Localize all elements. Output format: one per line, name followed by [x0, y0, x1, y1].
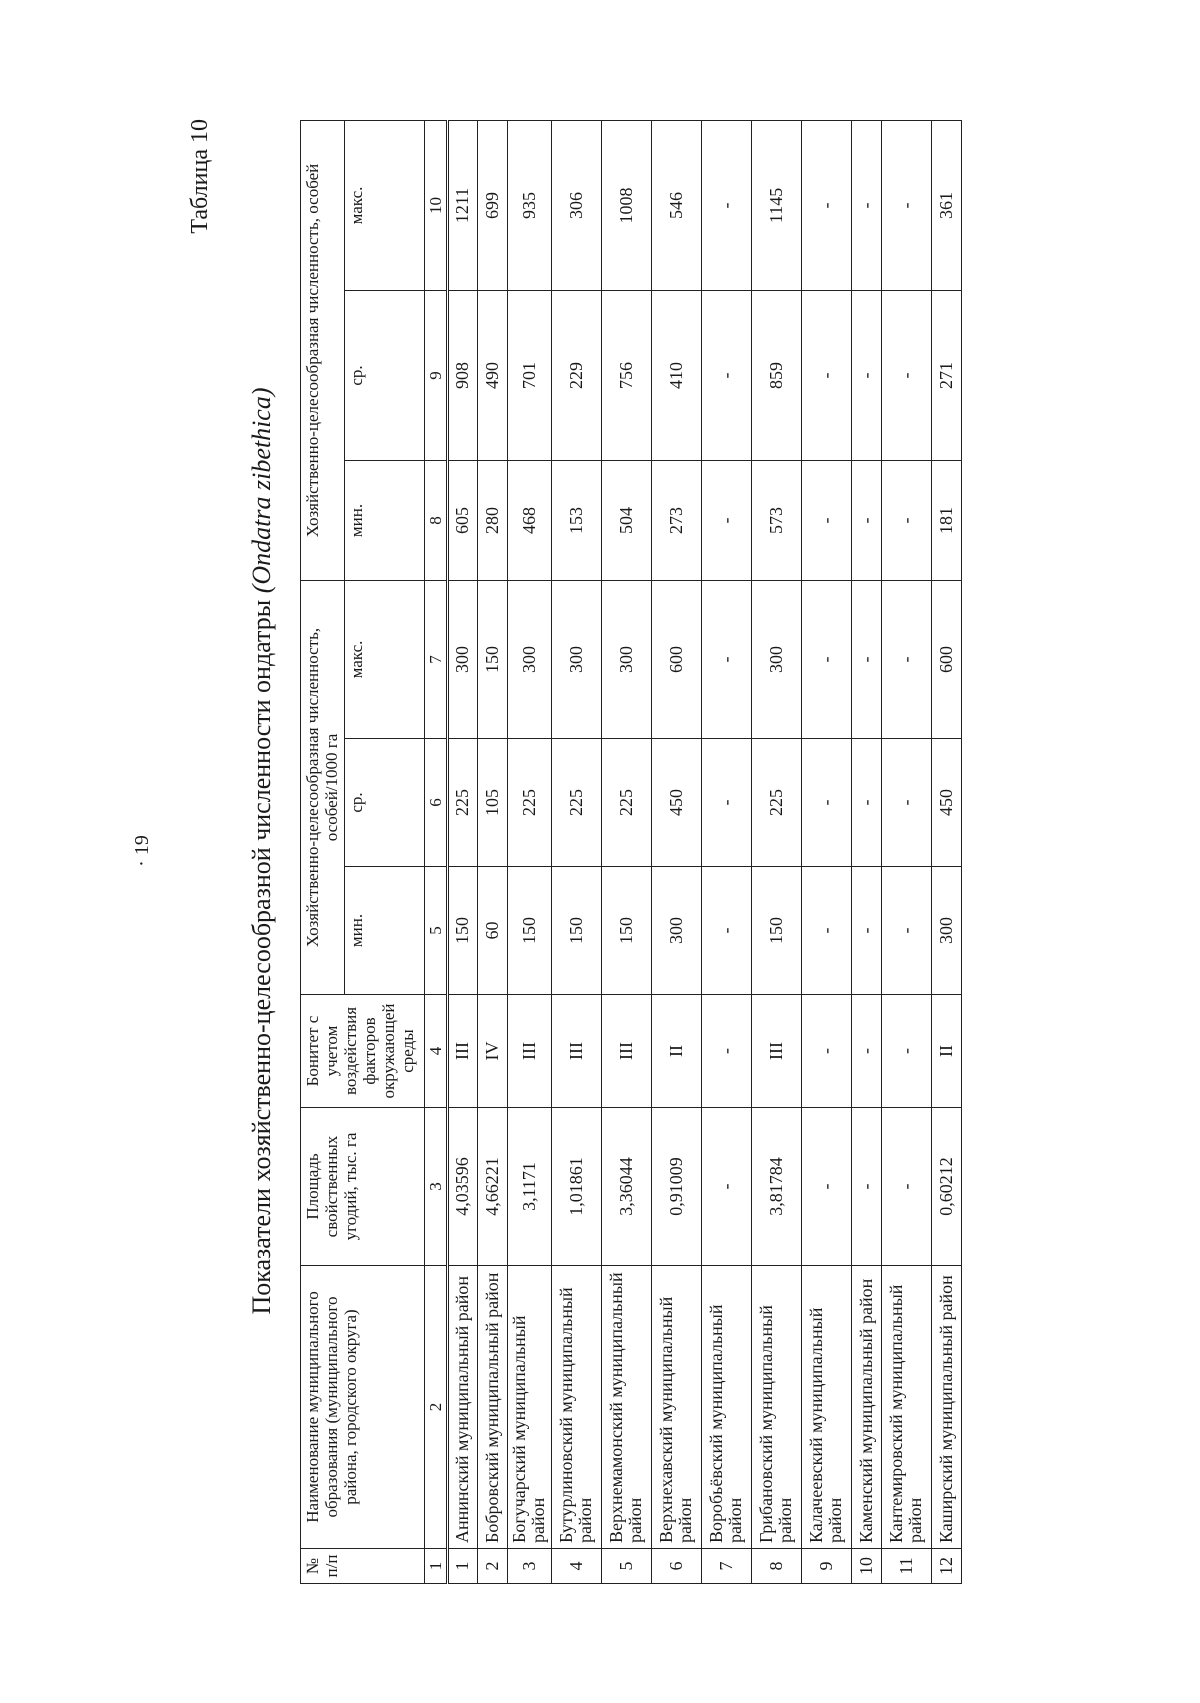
cell-count-max: - [701, 120, 751, 290]
cell-bonitet: - [851, 995, 881, 1108]
cell-density-min: 150 [508, 867, 552, 995]
title-main: Показатели хозяйственно-целесообразной численности ондатры [247, 599, 276, 1315]
cell-name: Бобровский муниципальный район [478, 1266, 508, 1549]
column-number: 2 [425, 1266, 448, 1549]
cell-count-max: 361 [931, 120, 961, 290]
cell-density-avg: 225 [508, 739, 552, 867]
cell-density-min: 150 [551, 867, 601, 995]
header-row-1 [301, 120, 345, 1583]
cell-name: Верхнехавский муниципальный район [651, 1266, 701, 1549]
cell-num: 2 [478, 1549, 508, 1584]
cell-density-max: - [801, 580, 851, 738]
cell-density-avg: - [881, 739, 931, 867]
cell-bonitet: III [448, 995, 478, 1108]
table-row [751, 120, 801, 1583]
cell-density-min: - [801, 867, 851, 995]
cell-density-avg: 225 [751, 739, 801, 867]
cell-count-avg: - [701, 290, 751, 460]
cell-name: Верхнемамонский муниципальный район [601, 1266, 651, 1549]
column-number-row [425, 120, 448, 1583]
cell-count-avg: 908 [448, 290, 478, 460]
cell-num: 9 [801, 1549, 851, 1584]
table-title [247, 71, 277, 1631]
table-row [651, 120, 701, 1583]
table-row [851, 120, 881, 1583]
cell-area: 0,91009 [651, 1108, 701, 1266]
cell-count-max: 699 [478, 120, 508, 290]
cell-area: 1,01861 [551, 1108, 601, 1266]
table-label: Таблица 10 [187, 119, 213, 234]
header-density-max: макс. [345, 580, 425, 738]
cell-count-avg: 490 [478, 290, 508, 460]
cell-num: 5 [601, 1549, 651, 1584]
column-number: 8 [425, 460, 448, 580]
data-table [300, 120, 962, 1584]
cell-count-avg: 701 [508, 290, 552, 460]
cell-density-max: 300 [508, 580, 552, 738]
cell-count-avg: 229 [551, 290, 601, 460]
page-number: · 19 [131, 835, 153, 867]
cell-density-max: - [701, 580, 751, 738]
cell-num: 7 [701, 1549, 751, 1584]
cell-area: - [801, 1108, 851, 1266]
cell-area: 3,81784 [751, 1108, 801, 1266]
header-name: Наименование муниципального образования (муниципального района, городского округа) [301, 1266, 425, 1549]
cell-density-avg: - [801, 739, 851, 867]
cell-count-max: 1008 [601, 120, 651, 290]
header-density-avg: ср. [345, 739, 425, 867]
table-row [508, 120, 552, 1583]
cell-bonitet: III [751, 995, 801, 1108]
cell-count-avg: 756 [601, 290, 651, 460]
cell-count-max: - [851, 120, 881, 290]
header-count-avg: ср. [345, 290, 425, 460]
table-row [881, 120, 931, 1583]
cell-count-min: - [881, 460, 931, 580]
cell-bonitet: III [508, 995, 552, 1108]
cell-density-max: 600 [651, 580, 701, 738]
cell-density-max: 600 [931, 580, 961, 738]
cell-count-min: - [701, 460, 751, 580]
cell-count-avg: - [881, 290, 931, 460]
cell-density-min: 60 [478, 867, 508, 995]
cell-bonitet: - [701, 995, 751, 1108]
cell-num: 11 [881, 1549, 931, 1584]
cell-density-max: - [881, 580, 931, 738]
cell-count-avg: - [801, 290, 851, 460]
rotated-page [95, 71, 1105, 1631]
cell-num: 3 [508, 1549, 552, 1584]
cell-density-max: 300 [601, 580, 651, 738]
cell-num: 8 [751, 1549, 801, 1584]
cell-density-max: 300 [448, 580, 478, 738]
cell-count-min: 153 [551, 460, 601, 580]
cell-count-max: 546 [651, 120, 701, 290]
cell-name: Кантемировский муниципальный район [881, 1266, 931, 1549]
header-density-group: Хозяйственно-целесообразная численность, особей/1000 га [301, 580, 345, 994]
cell-area: 4,66221 [478, 1108, 508, 1266]
cell-area: - [881, 1108, 931, 1266]
table-row [551, 120, 601, 1583]
cell-num: 6 [651, 1549, 701, 1584]
cell-count-max: 935 [508, 120, 552, 290]
cell-density-min: 150 [601, 867, 651, 995]
cell-density-max: 300 [751, 580, 801, 738]
cell-bonitet: IV [478, 995, 508, 1108]
cell-count-avg: 410 [651, 290, 701, 460]
header-num: № п/п [301, 1549, 425, 1584]
cell-density-max: - [851, 580, 881, 738]
cell-density-min: - [701, 867, 751, 995]
cell-num: 12 [931, 1549, 961, 1584]
cell-density-avg: 450 [931, 739, 961, 867]
header-bonitet: Бонитет с учетом воздействия факторов окружающей среды [301, 995, 425, 1108]
cell-count-min: 181 [931, 460, 961, 580]
column-number: 4 [425, 995, 448, 1108]
cell-count-avg: 271 [931, 290, 961, 460]
cell-name: Богучарский муниципальный район [508, 1266, 552, 1549]
cell-bonitet: - [881, 995, 931, 1108]
cell-density-avg: 225 [448, 739, 478, 867]
cell-num: 4 [551, 1549, 601, 1584]
cell-count-avg: 859 [751, 290, 801, 460]
cell-name: Каменский муниципальный район [851, 1266, 881, 1549]
cell-bonitet: III [551, 995, 601, 1108]
table-row [601, 120, 651, 1583]
cell-name: Калачеевский муниципальный район [801, 1266, 851, 1549]
cell-density-avg: 105 [478, 739, 508, 867]
cell-density-min: - [851, 867, 881, 995]
column-number: 7 [425, 580, 448, 738]
cell-density-avg: 225 [551, 739, 601, 867]
cell-density-max: 150 [478, 580, 508, 738]
title-species: (Ondatra zibethica) [247, 387, 276, 594]
cell-density-min: 300 [651, 867, 701, 995]
cell-density-min: 150 [751, 867, 801, 995]
cell-density-avg: - [851, 739, 881, 867]
table-row [801, 120, 851, 1583]
cell-count-avg: - [851, 290, 881, 460]
cell-area: - [701, 1108, 751, 1266]
header-count-max: макс. [345, 120, 425, 290]
cell-density-max: 300 [551, 580, 601, 738]
cell-count-max: 1145 [751, 120, 801, 290]
table-row [448, 120, 478, 1583]
header-area: Площадь свойственных угодий, тыс. га [301, 1108, 425, 1266]
table-row [701, 120, 751, 1583]
cell-area: - [851, 1108, 881, 1266]
cell-name: Аннинский муниципальный район [448, 1266, 478, 1549]
header-count-min: мин. [345, 460, 425, 580]
cell-area: 0,60212 [931, 1108, 961, 1266]
cell-density-avg: 450 [651, 739, 701, 867]
cell-count-max: 306 [551, 120, 601, 290]
cell-name: Грибановский муниципальный район [751, 1266, 801, 1549]
cell-name: Воробьёвский муниципальный район [701, 1266, 751, 1549]
cell-name: Бутурлиновский муниципальный район [551, 1266, 601, 1549]
cell-density-min: 300 [931, 867, 961, 995]
cell-density-avg: - [701, 739, 751, 867]
cell-count-max: - [881, 120, 931, 290]
column-number: 9 [425, 290, 448, 460]
cell-count-min: - [851, 460, 881, 580]
cell-num: 10 [851, 1549, 881, 1584]
cell-count-min: 280 [478, 460, 508, 580]
cell-bonitet: II [651, 995, 701, 1108]
table-row [931, 120, 961, 1583]
column-number: 1 [425, 1549, 448, 1584]
column-number: 3 [425, 1108, 448, 1266]
cell-area: 3,1171 [508, 1108, 552, 1266]
cell-count-min: 573 [751, 460, 801, 580]
header-count-group: Хозяйственно-целесообразная численность, особей [301, 120, 345, 580]
cell-density-avg: 225 [601, 739, 651, 867]
cell-name: Каширский муниципальный район [931, 1266, 961, 1549]
cell-count-min: 605 [448, 460, 478, 580]
cell-num: 1 [448, 1549, 478, 1584]
column-number: 10 [425, 120, 448, 290]
cell-density-min: - [881, 867, 931, 995]
cell-bonitet: - [801, 995, 851, 1108]
column-number: 5 [425, 867, 448, 995]
cell-count-max: 1211 [448, 120, 478, 290]
cell-count-min: 273 [651, 460, 701, 580]
cell-area: 3,36044 [601, 1108, 651, 1266]
cell-count-min: - [801, 460, 851, 580]
cell-density-min: 150 [448, 867, 478, 995]
table-row [478, 120, 508, 1583]
header-density-min: мин. [345, 867, 425, 995]
cell-count-min: 504 [601, 460, 651, 580]
cell-bonitet: III [601, 995, 651, 1108]
column-number: 6 [425, 739, 448, 867]
cell-count-min: 468 [508, 460, 552, 580]
cell-bonitet: II [931, 995, 961, 1108]
cell-area: 4,03596 [448, 1108, 478, 1266]
cell-count-max: - [801, 120, 851, 290]
